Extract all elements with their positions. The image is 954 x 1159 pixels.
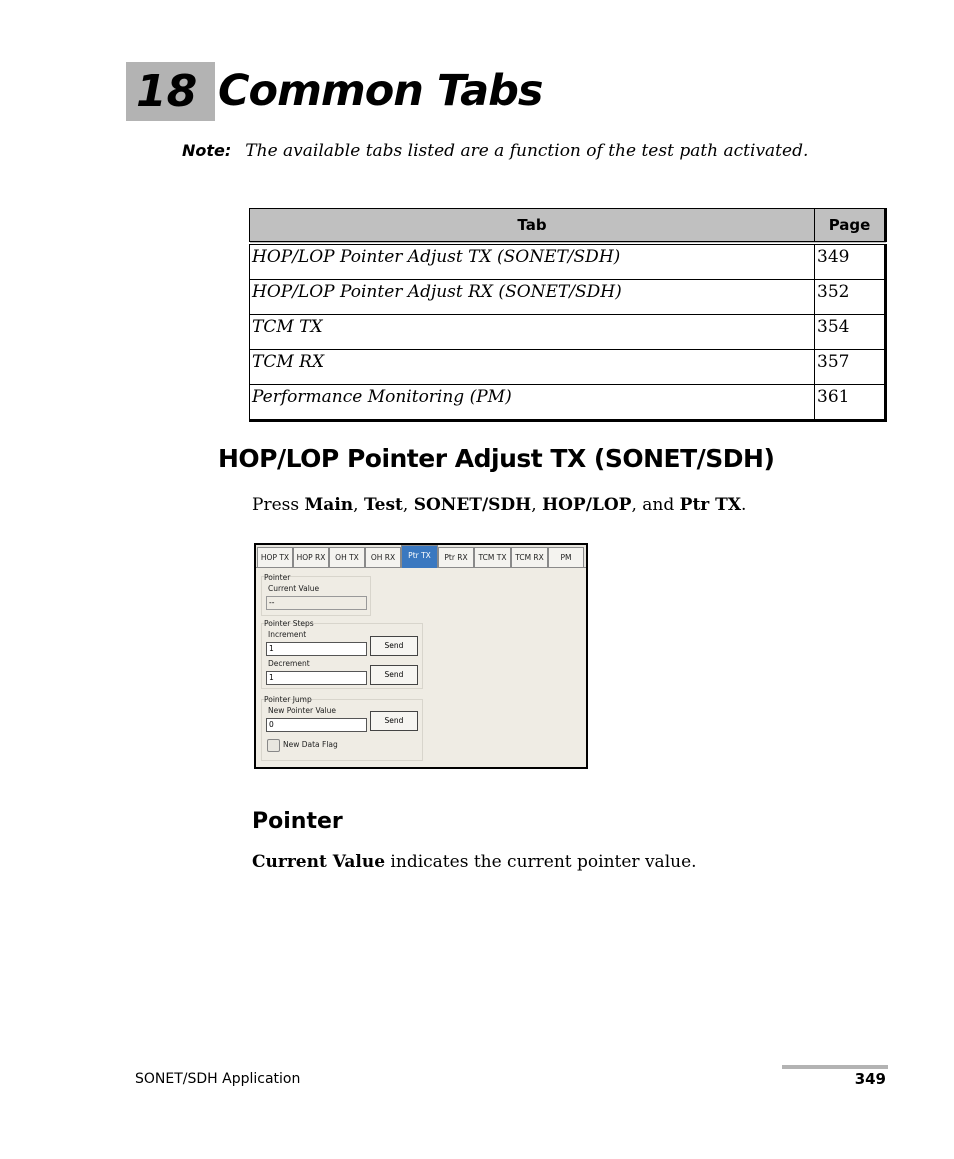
current-value-label: Current Value — [268, 584, 320, 593]
press-instructions — [252, 495, 746, 515]
pointer-group-label: Pointer — [264, 573, 291, 582]
increment-input[interactable]: 1 — [266, 642, 367, 656]
row-page: 352 — [815, 280, 886, 315]
desc-term: Current Value — [252, 852, 386, 872]
row-page: 361 — [815, 385, 886, 421]
new-pointer-value-input[interactable]: 0 — [266, 718, 367, 732]
row-page: 354 — [815, 315, 886, 350]
press-prefix: Press — [252, 495, 305, 515]
desc-text: indicates the current pointer value. — [385, 852, 697, 872]
press-item: HOP/LOP — [542, 495, 632, 515]
ptr-tx-screenshot — [254, 543, 588, 769]
header-page: Page — [815, 209, 886, 244]
press-end: . — [741, 495, 747, 515]
press-item: SONET/SDH — [413, 495, 532, 515]
chapter-title: Common Tabs — [218, 66, 543, 116]
tab-bar — [256, 545, 586, 568]
current-value-field: -- — [266, 596, 367, 610]
table-row — [250, 385, 886, 421]
table-row — [250, 315, 886, 350]
press-item: Test — [363, 495, 403, 515]
new-pointer-value-label: New Pointer Value — [268, 706, 337, 715]
tab-oh-rx[interactable]: OH RX — [365, 547, 401, 567]
decrement-send-button[interactable]: Send — [370, 665, 418, 685]
subsection-heading: Pointer — [252, 809, 343, 834]
decrement-input[interactable]: 1 — [266, 671, 367, 685]
tab-hop-tx[interactable]: HOP TX — [257, 547, 293, 567]
tabs-table — [249, 208, 887, 422]
row-tab: TCM RX — [250, 350, 815, 385]
increment-label: Increment — [268, 630, 307, 639]
tab-tcm-tx[interactable]: TCM TX — [474, 547, 511, 567]
table-row — [250, 280, 886, 315]
footer-title: SONET/SDH Application — [135, 1071, 301, 1087]
note-text: The available tabs listed are a function of the test path activated. — [245, 141, 809, 161]
jump-send-button[interactable]: Send — [370, 711, 418, 731]
press-item: Ptr TX — [679, 495, 742, 515]
footer-page-number: 349 — [854, 1070, 886, 1088]
row-page: 349 — [815, 243, 886, 280]
press-and: , and — [631, 495, 680, 515]
note-label: Note: — [182, 141, 232, 160]
press-item: Main — [304, 495, 354, 515]
decrement-label: Decrement — [268, 659, 310, 668]
header-tab: Tab — [250, 209, 815, 244]
footer-rule — [782, 1065, 888, 1069]
new-data-flag-label: New Data Flag — [283, 740, 338, 749]
chapter-number: 18 — [136, 66, 198, 117]
table-row — [250, 350, 886, 385]
row-page: 357 — [815, 350, 886, 385]
tab-hop-rx[interactable]: HOP RX — [293, 547, 329, 567]
pointer-description — [252, 852, 697, 872]
tab-ptr-rx[interactable]: Ptr RX — [438, 547, 474, 567]
press-sep: , — [402, 495, 414, 515]
table-row — [250, 243, 886, 280]
press-sep: , — [531, 495, 543, 515]
tab-ptr-tx[interactable]: Ptr TX — [401, 545, 438, 568]
pointer-jump-label: Pointer Jump — [264, 695, 312, 704]
increment-send-button[interactable]: Send — [370, 636, 418, 656]
row-tab: HOP/LOP Pointer Adjust RX (SONET/SDH) — [250, 280, 815, 315]
pointer-steps-label: Pointer Steps — [264, 619, 314, 628]
tab-pm[interactable]: PM — [548, 547, 584, 567]
row-tab: TCM TX — [250, 315, 815, 350]
new-data-flag-checkbox[interactable] — [267, 739, 280, 752]
note — [182, 141, 808, 161]
tab-tcm-rx[interactable]: TCM RX — [511, 547, 548, 567]
tab-oh-tx[interactable]: OH TX — [329, 547, 365, 567]
row-tab: HOP/LOP Pointer Adjust TX (SONET/SDH) — [250, 243, 815, 280]
section-heading: HOP/LOP Pointer Adjust TX (SONET/SDH) — [218, 444, 775, 473]
press-sep: , — [353, 495, 364, 515]
row-tab: Performance Monitoring (PM) — [250, 385, 815, 421]
table-header-row — [250, 209, 886, 244]
